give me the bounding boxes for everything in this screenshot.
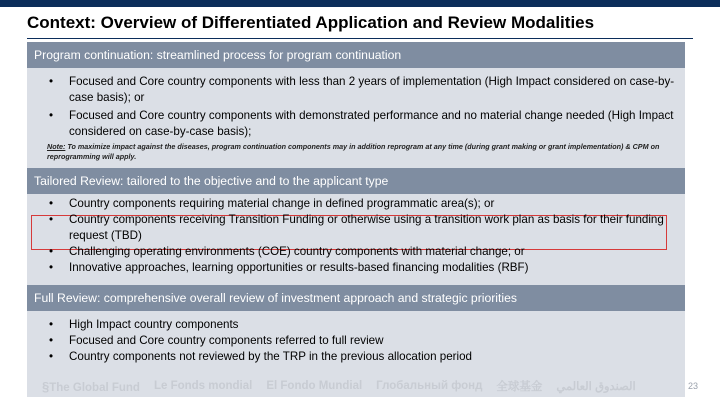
note-label: Note: [47, 142, 66, 151]
list-item [27, 349, 685, 365]
note-body: To maximize impact against the diseases, program continuation components may in addition reprogram at any time (during grant making or grant implementation) & CPM on reprogramming will apply. [47, 142, 660, 161]
bullet: • [49, 261, 54, 274]
bullet: • [49, 245, 54, 258]
list-item [27, 108, 685, 140]
logo-text: 全球基金 [496, 381, 543, 393]
list-item-text: Country components not reviewed by the TRP in the previous allocation period [69, 350, 473, 363]
list-item-text: Country components receiving Transition Funding or otherwise using a transition work plan as basis for their funding request (TBD) [69, 213, 664, 242]
list-item-text: Focused and Core country components referred to full review [69, 334, 384, 347]
list-item-text: Challenging operating environments (COE) country components with material change; or [69, 245, 525, 258]
bullet: • [49, 318, 54, 331]
logo-text: Глобальный фонд [376, 380, 483, 392]
list-item [27, 260, 685, 276]
list-item-text: Country components requiring material change in defined programmatic area(s); or [69, 197, 495, 210]
global-fund-mark-icon: § [42, 378, 50, 394]
bullet: • [49, 350, 54, 363]
section-header: Full Review: comprehensive overall review of investment approach and strategic priorities [27, 285, 685, 311]
bullet: • [49, 75, 54, 88]
logo-text: The Global Fund [49, 381, 140, 394]
logo-text: Le Fonds mondial [153, 380, 253, 392]
bullet: • [49, 213, 54, 226]
list-item-text: Focused and Core country components with less than 2 years of implementation (High Impact considered on case-by-case basis); or [69, 75, 675, 104]
section-header: Program continuation: streamlined process for program continuation [27, 42, 685, 68]
list-item-text: High Impact country components [69, 318, 239, 331]
section-header: Tailored Review: tailored to the objective and to the applicant type [27, 168, 685, 194]
logo-text: الصندوق العالمي [556, 381, 636, 393]
list-item-text: Focused and Core country components with demonstrated performance and no material change needed (High Impact considered on case-by-case basis); [69, 109, 674, 138]
footer-logo-strip [42, 376, 662, 396]
section-tailored-review [27, 168, 685, 303]
list-item [27, 317, 685, 333]
bullet: • [49, 334, 54, 347]
page-number: 23 [687, 381, 698, 391]
list-item [27, 333, 685, 349]
logo-text: El Fondo Mundial [266, 380, 363, 392]
bullet: • [49, 109, 54, 122]
list-item-text: Innovative approaches, learning opportunities or results-based financing modalities (RBF) [69, 261, 529, 274]
list-item [27, 196, 685, 212]
list-item [27, 244, 685, 260]
list-item [27, 212, 685, 244]
list-item [27, 74, 685, 106]
bullet: • [49, 197, 54, 210]
note-text [27, 142, 685, 162]
global-fund-logo [42, 379, 140, 394]
slide-title: Context: Overview of Differentiated Application and Review Modalities [27, 13, 595, 32]
title-divider [27, 38, 693, 39]
top-accent-bar [0, 0, 720, 7]
